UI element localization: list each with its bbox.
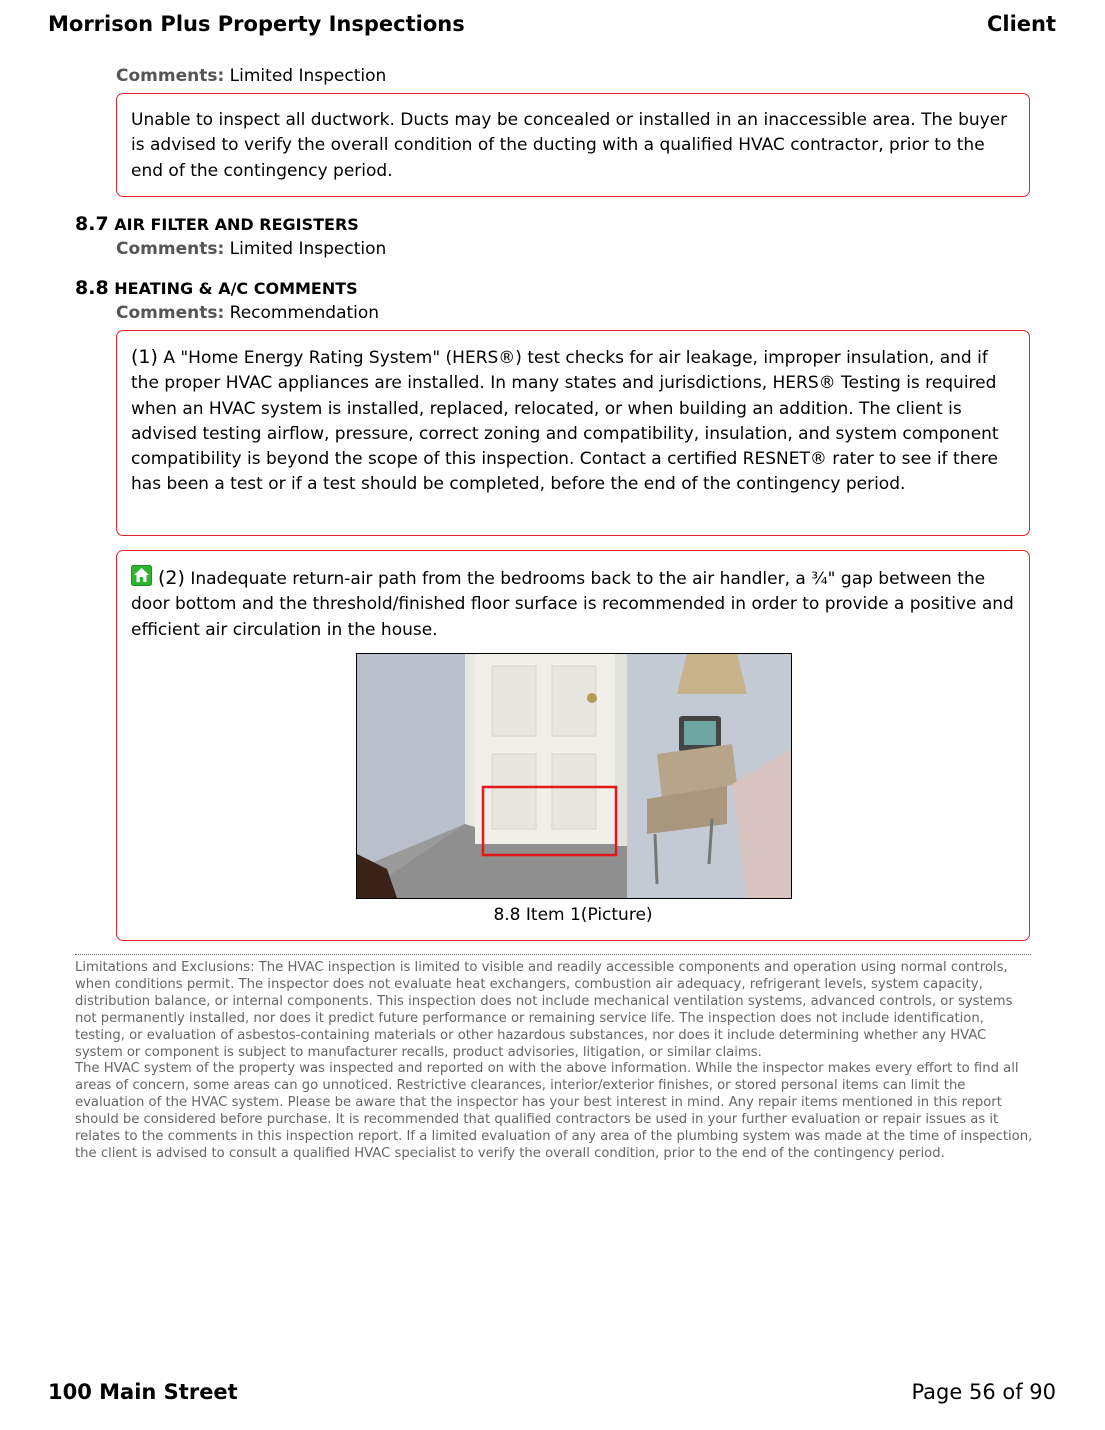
finding-1-box: [116, 330, 1030, 536]
top-comments-line: [116, 66, 386, 86]
limitations-text: [75, 960, 1035, 1163]
comments-label: Comments:: [116, 239, 225, 259]
ductwork-comment-text: Unable to inspect all ductwork. Ducts may be concealed or installed in an inaccessible area. The buyer is advised to verify the overall condition of the ducting with a qualified HVAC contractor, prior to the end of the contingency period.: [131, 110, 1008, 181]
section-number: 8.8: [75, 277, 109, 299]
section-divider: [75, 954, 1031, 955]
property-address: 100 Main Street: [48, 1380, 238, 1404]
finding-2-box: [116, 550, 1030, 941]
finding-number: (1): [131, 346, 158, 368]
section-8-7-comments: [116, 239, 386, 259]
client-label: Client: [986, 12, 1056, 36]
limitations-paragraph: Limitations and Exclusions: The HVAC inspection is limited to visible and readily accessible components and operation using normal controls, when conditions permit. The inspector does not evaluate heat exchangers, combustion air adequacy, refrigerant levels, system capacity, distribution balance, or internal components. This inspection does not include mechanical ventilation systems, advanced controls, or systems not permanently installed, nor does it predict future performance or remaining service life. The inspection does not include identification, testing, or evaluation of asbestos-containing materials or other hazardous substances, nor does it include determining whether any HVAC system or component is subject to manufacturer recalls, product advisories, litigation, or similar claims.: [75, 960, 1013, 1060]
finding-text: Inadequate return-air path from the bedrooms back to the air handler, a ¾" gap between the door bottom and the threshold/finished floor surface is recommended in order to provide a positive and efficient air circulation in the house.: [131, 569, 1014, 640]
section-number: 8.7: [75, 213, 109, 235]
finding-number: (2): [158, 567, 185, 589]
comments-value: Limited Inspection: [229, 239, 387, 259]
comments-label: Comments:: [116, 303, 225, 323]
page-number: Page 56 of 90: [911, 1380, 1056, 1404]
section-title: HEATING & A/C COMMENTS: [114, 279, 358, 298]
door-gap-photo[interactable]: [356, 653, 792, 899]
green-house-icon: [131, 565, 152, 586]
comments-label: Comments:: [116, 66, 225, 86]
ductwork-comment-box: [116, 93, 1030, 197]
photo-caption: 8.8 Item 1(Picture): [493, 905, 653, 925]
section-heading-8-7: [75, 213, 359, 235]
section-heading-8-8: [75, 277, 358, 299]
section-title: AIR FILTER AND REGISTERS: [114, 215, 359, 234]
finding-text: A "Home Energy Rating System" (HERS®) test checks for air leakage, improper insulation, and if the proper HVAC appliances are installed. In many states and jurisdictions, HERS® Testing is required when an HVAC system is installed, replaced, relocated, or when building an addition. The client is advised testing airflow, pressure, correct zoning and compatibility, insulation, and system component compatibility is beyond the scope of this inspection. Contact a certified RESNET® rater to see if there has been a test or if a test should be completed, before the end of the contingency period.: [131, 348, 999, 495]
comments-value: Recommendation: [229, 303, 380, 323]
company-name: Morrison Plus Property Inspections: [48, 12, 465, 36]
disclaimer-paragraph: The HVAC system of the property was inspected and reported on with the above information. While the inspector makes every effort to find all areas of concern, some areas can go unnoticed. Restrictive clearances, interior/exterior finishes, or stored personal items can limit the evaluation of the HVAC system. Please be aware that the inspector has your best interest in mind. Any repair items mentioned in this report should be considered before purchase. It is recommended that qualified contractors be used in your further evaluation or repair issues as it relates to the comments in this inspection report. If a limited evaluation of any area of the plumbing system was made at the time of inspection, the client is advised to consult a qualified HVAC specialist to verify the overall condition, prior to the end of the contingency period.: [75, 1061, 1033, 1161]
section-8-8-comments: [116, 303, 379, 323]
comments-value: Limited Inspection: [229, 66, 387, 86]
